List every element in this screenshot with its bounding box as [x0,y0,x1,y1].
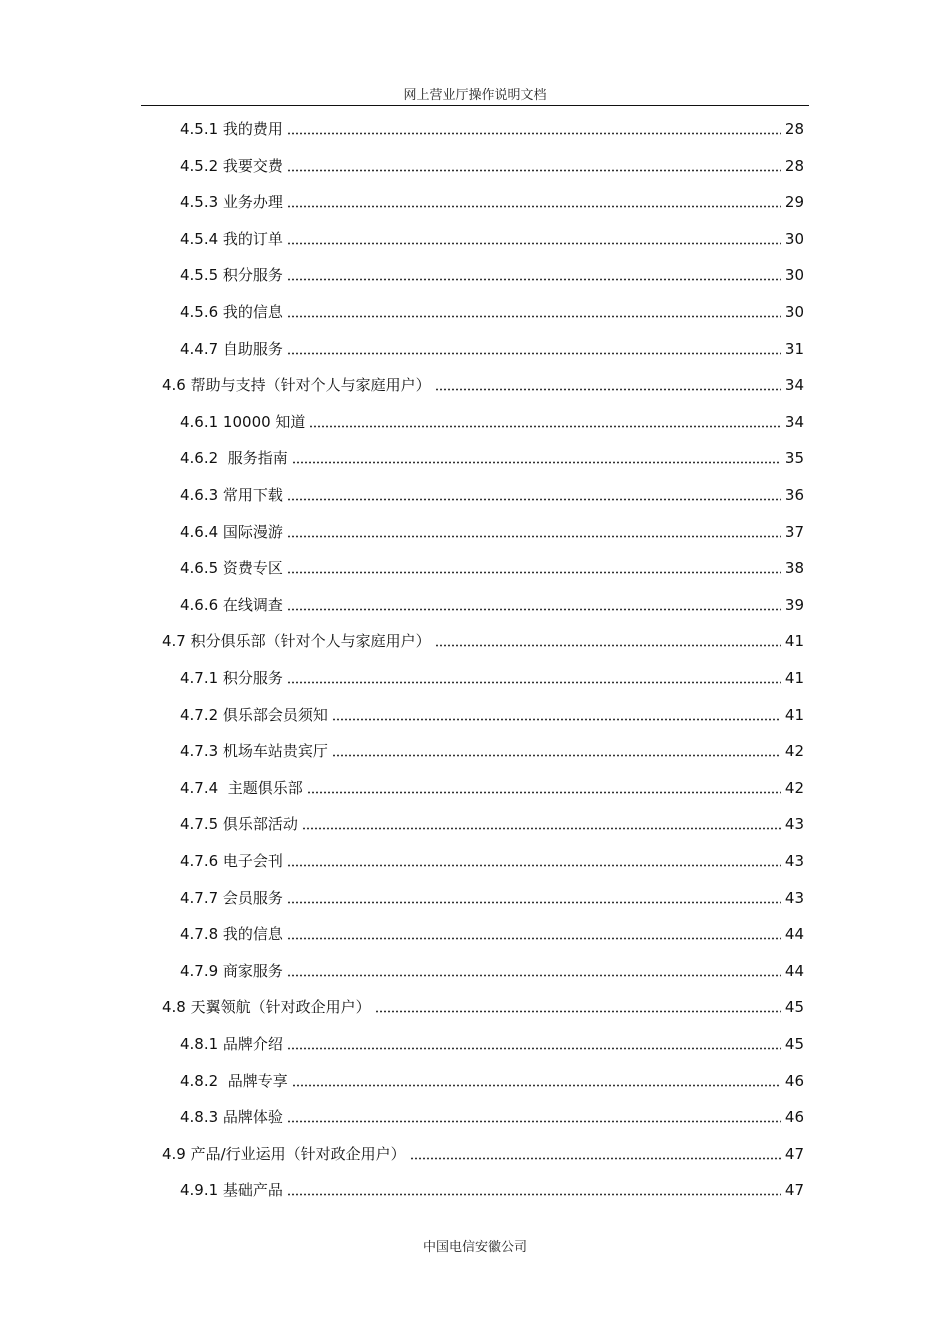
toc-entry-page-number: 45 [784,998,804,1017]
toc-dot-leader [435,640,781,647]
toc-dot-leader [287,933,781,940]
toc-entry-page-number: 43 [784,852,804,870]
toc-entry-page-number: 41 [784,669,804,687]
toc-entry[interactable] [180,1179,804,1201]
toc-entry-label: 4.5.4 我的订单 [180,229,283,248]
toc-entry-label: 4.5.3 业务办理 [180,193,283,212]
toc-dot-leader [435,384,781,391]
toc-entry-label: 4.8.2 品牌专享 [180,1071,288,1090]
toc-dot-leader [332,714,781,721]
toc-entry-page-number: 43 [784,815,804,834]
toc-dot-leader [287,311,781,318]
toc-entry-page-number: 42 [784,742,804,761]
toc-entry[interactable] [180,228,804,250]
page-footer-company: 中国电信安徽公司 [422,1240,527,1255]
toc-entry[interactable] [180,960,804,982]
toc-entry-page-number: 31 [784,339,804,358]
toc-entry[interactable] [162,996,804,1018]
toc-dot-leader [287,494,781,501]
toc-entry-label: 4.7.3 机场车站贵宾厅 [180,742,328,761]
toc-entry[interactable] [180,850,804,872]
toc-entry-page-number: 29 [784,193,804,212]
toc-entry[interactable] [162,1143,804,1165]
toc-dot-leader [287,970,781,977]
toc-dot-leader [302,823,781,830]
toc-entry-page-number: 28 [784,156,804,175]
toc-entry-label: 4.6.3 常用下载 [180,486,283,504]
toc-entry-label: 4.7.8 我的信息 [180,925,283,944]
toc-entry[interactable] [162,374,804,396]
toc-entry[interactable] [180,594,804,616]
toc-entry[interactable] [180,301,804,323]
toc-entry-label: 4.6.5 资费专区 [180,559,283,578]
toc-entry-page-number: 35 [784,449,804,468]
toc-entry[interactable] [180,557,804,579]
toc-entry-page-number: 44 [784,925,804,944]
toc-entry-label: 4.6.6 在线调查 [180,595,283,614]
toc-dot-leader [292,457,781,464]
toc-dot-leader [287,567,781,574]
toc-dot-leader [287,604,781,611]
toc-entry-label: 4.9 产品/行业运用（针对政企用户） [162,1144,406,1163]
toc-entry[interactable] [180,704,804,726]
toc-entry-label: 4.8 天翼领航（针对政企用户） [162,998,371,1017]
toc-dot-leader [287,165,781,172]
toc-entry[interactable] [180,521,804,543]
toc-entry-label: 4.6.2 服务指南 [180,449,288,468]
toc-entry-label: 4.8.3 品牌体验 [180,1108,283,1127]
toc-entry-label: 4.7.2 俱乐部会员须知 [180,705,328,724]
toc-entry-page-number: 46 [784,1108,804,1127]
toc-entry-page-number: 43 [784,888,804,907]
toc-entry-label: 4.6.1 10000 知道 [180,412,306,431]
toc-entry-label: 4.7 积分俱乐部（针对个人与家庭用户） [162,632,431,651]
toc-entry[interactable] [180,777,804,799]
toc-entry-label: 4.5.5 积分服务 [180,266,283,285]
toc-entry-label: 4.6 帮助与支持（针对个人与家庭用户） [162,376,431,395]
toc-entry-page-number: 30 [784,229,804,248]
toc-entry[interactable] [180,484,804,506]
toc-entry-page-number: 46 [784,1071,804,1090]
toc-entry[interactable] [180,1106,804,1128]
toc-dot-leader [287,1116,781,1123]
toc-entry-page-number: 38 [784,559,804,578]
toc-dot-leader [375,1006,781,1013]
toc-entry-page-number: 30 [784,303,804,321]
page-header-title: 网上营业厅操作说明文档 [403,88,547,103]
toc-entry-page-number: 28 [784,120,804,138]
toc-entry-label: 4.7.5 俱乐部活动 [180,815,298,834]
toc-entry[interactable] [180,740,804,762]
toc-entry[interactable] [180,667,804,689]
toc-entry[interactable] [180,1033,804,1055]
toc-dot-leader [287,348,781,355]
toc-dot-leader [287,860,781,867]
toc-entry-page-number: 47 [784,1181,804,1200]
toc-entry[interactable] [180,155,804,177]
toc-entry-label: 4.5.2 我要交费 [180,156,283,175]
toc-entry-label: 4.5.6 我的信息 [180,303,283,321]
toc-entry-label: 4.8.1 品牌介绍 [180,1035,283,1053]
toc-dot-leader [287,677,781,684]
toc-entry-page-number: 44 [784,961,804,980]
toc-dot-leader [287,897,781,904]
toc-entry-page-number: 30 [784,266,804,285]
toc-entry[interactable] [180,813,804,835]
toc-entry[interactable] [180,118,804,140]
toc-dot-leader [332,750,781,757]
toc-dot-leader [287,128,781,135]
toc-entry-page-number: 39 [784,595,804,614]
toc-dot-leader [287,238,781,245]
toc-entry-page-number: 34 [784,412,804,431]
toc-entry[interactable] [180,264,804,286]
toc-dot-leader [287,201,781,208]
toc-entry[interactable] [180,887,804,909]
toc-entry-label: 4.7.9 商家服务 [180,961,283,980]
toc-dot-leader [307,787,781,794]
toc-entry-page-number: 42 [784,778,804,797]
toc-entry-label: 4.9.1 基础产品 [180,1181,283,1200]
toc-entry-label: 4.4.7 自助服务 [180,339,283,358]
toc-entry[interactable] [180,191,804,213]
toc-entry-page-number: 47 [784,1144,804,1163]
toc-dot-leader [410,1153,781,1160]
toc-dot-leader [292,1080,781,1087]
toc-entry-page-number: 36 [784,486,804,504]
toc-entry-page-number: 41 [784,705,804,724]
toc-dot-leader [287,1189,781,1196]
toc-entry-page-number: 37 [784,522,804,541]
toc-dot-leader [287,531,781,538]
toc-dot-leader [287,274,781,281]
toc-entry[interactable] [180,923,804,945]
toc-entry[interactable] [180,447,804,469]
toc-entry[interactable] [162,630,804,652]
toc-entry[interactable] [180,338,804,360]
toc-entry-page-number: 41 [784,632,804,651]
toc-entry-page-number: 45 [784,1035,804,1053]
toc-entry-label: 4.7.1 积分服务 [180,669,283,687]
toc-dot-leader [287,1043,781,1050]
toc-entry-label: 4.7.6 电子会刊 [180,852,283,870]
toc-entry[interactable] [180,1070,804,1092]
toc-entry-label: 4.7.4 主题俱乐部 [180,778,303,797]
toc-entry-page-number: 34 [784,376,804,395]
toc-entry-label: 4.7.7 会员服务 [180,888,283,907]
toc-entry-label: 4.6.4 国际漫游 [180,522,283,541]
toc-entry[interactable] [180,411,804,433]
toc-entry-label: 4.5.1 我的费用 [180,120,283,138]
toc-dot-leader [309,421,780,428]
